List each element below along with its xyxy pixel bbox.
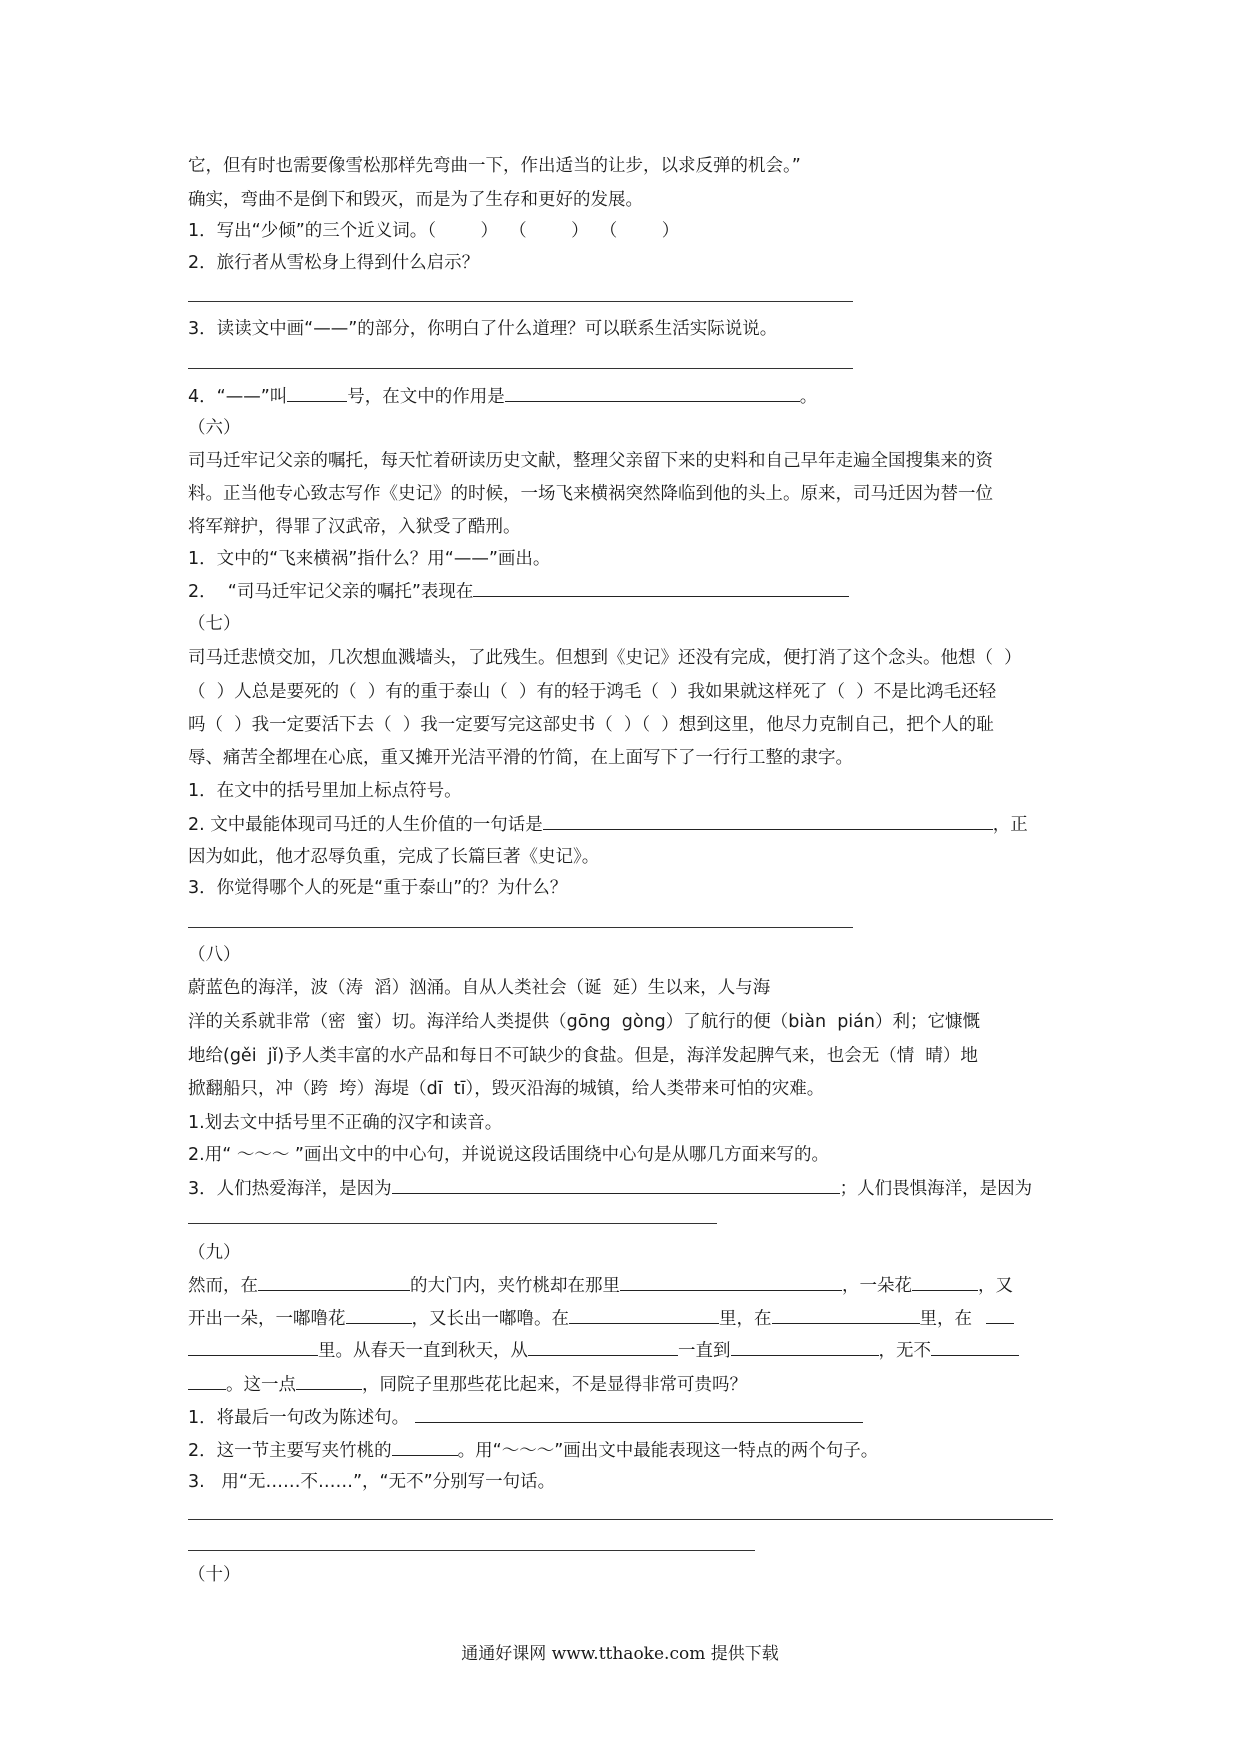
passage-line: [188, 1273, 1013, 1298]
section-10-heading: （十）: [188, 1565, 241, 1585]
text: 的大门内，夹竹桃却在那里: [410, 1276, 620, 1296]
blank: [188, 1338, 318, 1356]
blank: [569, 1306, 719, 1324]
question-2-end: 。用“～～～”画出文中最能表现这一特点的两个句子。: [457, 1441, 879, 1461]
passage-line: 因为如此，他才忍辱负重，完成了长篇巨著《史记》。: [188, 847, 600, 867]
question-3: 3．你觉得哪个人的死是“重于泰山”的？为什么？: [188, 878, 568, 898]
question-1-text: 1．将最后一句改为陈述句。: [188, 1408, 410, 1428]
passage-line: [188, 1372, 747, 1397]
text: 里，在: [719, 1309, 772, 1329]
passage-line: [188, 1338, 1019, 1363]
text: ，又长出一嘟噜。在: [411, 1309, 569, 1329]
question-1: 1.划去文中括号里不正确的汉字和读音。: [188, 1113, 503, 1133]
question-2-text: 2. 文中最能体现司马迁的人生价值的一句话是: [188, 815, 543, 835]
section-9-heading: （九）: [188, 1243, 241, 1263]
text: 一直到: [678, 1341, 731, 1361]
blank: [505, 384, 800, 402]
blank: [473, 579, 849, 597]
passage-line: 吗（ ）我一定要活下去（ ）我一定要写完这部史书（ ）（ ）想到这里，他尽力克制自己，把个人的耻: [188, 715, 994, 735]
blank: [543, 812, 993, 830]
question-3-middle: ；人们畏惧海洋，是因为: [839, 1179, 1033, 1199]
question-2: [188, 812, 1028, 837]
question-4-prefix: 4．“——”叫: [188, 387, 288, 407]
blank: [287, 384, 347, 402]
passage-line: 将军辩护，得罪了汉武帝，入狱受了酷刑。: [188, 517, 521, 537]
blank: [258, 1273, 410, 1291]
answer-line: [188, 927, 853, 928]
question-2-end: ，正: [992, 815, 1028, 835]
passage-line: 蔚蓝色的海洋，波（涛 滔）汹涌。自从人类社会（诞 延）生以来，人与海: [188, 978, 771, 998]
passage-line: 司马迁牢记父亲的嘱托，每天忙着研读历史文献，整理父亲留下来的史料和自己早年走遍全国搜集来的资: [188, 451, 993, 471]
blank: [620, 1273, 842, 1291]
question-3: 3. 用“无……不……”，“无不”分别写一句话。: [188, 1472, 556, 1492]
blank: [528, 1338, 678, 1356]
answer-line: [188, 1223, 717, 1224]
blank: [392, 1176, 840, 1194]
text: 里，在: [919, 1309, 972, 1329]
passage-line: 它，但有时也需要像雪松那样先弯曲一下，作出适当的让步，以求反弹的机会。”: [188, 156, 801, 176]
blank: [912, 1273, 978, 1291]
question-3-text: 3．人们热爱海洋，是因为: [188, 1179, 392, 1199]
question-2: [188, 1438, 878, 1463]
passage-line: 地给(gěi jǐ)予人类丰富的水产品和每日不可缺少的食盐。但是，海洋发起脾气来，也会无（情 晴）地: [188, 1046, 978, 1066]
passage-line: [188, 1306, 1014, 1331]
answer-line: [188, 301, 853, 302]
text: ，又: [978, 1276, 1013, 1296]
question-1: 1．写出“少倾”的三个近义词。（ ） （ ） （ ）: [188, 221, 680, 241]
blank: [931, 1338, 1019, 1356]
passage-line: （ ）人总是要死的（ ）有的重于泰山（ ）有的轻于鸿毛（ ）我如果就这样死了（ ）不是比鸿毛还轻: [188, 682, 997, 702]
question-2: 2.用“ ～～～ ”画出文中的中心句，并说说这段话围绕中心句是从哪几方面来写的。: [188, 1145, 829, 1165]
page-footer: 通通好课网 www.tthaoke.com 提供下载: [461, 1644, 779, 1664]
question-1: 1．文中的“飞来横祸”指什么？用“——”画出。: [188, 549, 551, 569]
text: 然而，在: [188, 1276, 258, 1296]
text: ，同院子里那些花比起来，不是显得非常可贵吗？: [362, 1375, 747, 1395]
text: 开出一朵，一嘟噜花: [188, 1309, 346, 1329]
blank: [772, 1306, 920, 1324]
answer-line: [188, 368, 853, 369]
blank: [731, 1338, 879, 1356]
section-8-heading: （八）: [188, 945, 241, 965]
passage-line: 洋的关系就非常（密 蜜）切。海洋给人类提供（gōng gòng）了航行的便（biàn pián）利；它慷慨: [188, 1012, 980, 1032]
blank: [986, 1306, 1014, 1324]
text: ，无不: [878, 1341, 931, 1361]
passage-line: 司马迁悲愤交加，几次想血溅墙头，了此残生。但想到《史记》还没有完成，便打消了这个念头。他想（ ）: [188, 648, 1022, 668]
passage-line: 辱、痛苦全都埋在心底，重又摊开光洁平滑的竹简，在上面写下了一行行工整的隶字。: [188, 748, 853, 768]
blank: [346, 1306, 412, 1324]
blank: [392, 1438, 458, 1456]
text: ，一朵花: [842, 1276, 912, 1296]
question-1: [188, 1405, 863, 1430]
question-2-text: 2．这一节主要写夹竹桃的: [188, 1441, 392, 1461]
question-2-text: 2． “司马迁牢记父亲的嘱托”表现在: [188, 582, 474, 602]
question-2: [188, 579, 849, 604]
question-3: [188, 1176, 1032, 1201]
passage-line: 掀翻船只，冲（跨 垮）海堤（dī tī），毁灭沿海的城镇，给人类带来可怕的灾难。: [188, 1079, 825, 1099]
question-4-end: 。: [799, 387, 818, 407]
section-7-heading: （七）: [188, 614, 241, 634]
blank: [296, 1372, 362, 1390]
text: 里。从春天一直到秋天，从: [318, 1341, 528, 1361]
passage-line: 料。正当他专心致志写作《史记》的时候，一场飞来横祸突然降临到他的头上。原来，司马迁因为替一位: [188, 484, 993, 504]
text: 。这一点: [226, 1375, 296, 1395]
blank: [188, 1372, 226, 1390]
question-1: 1．在文中的括号里加上标点符号。: [188, 781, 462, 801]
section-6-heading: （六）: [188, 418, 241, 438]
question-4-middle: 号，在文中的作用是: [347, 387, 505, 407]
question-3: 3．读读文中画“——”的部分，你明白了什么道理？可以联系生活实际说说。: [188, 319, 778, 339]
answer-line: [188, 1550, 755, 1551]
question-2: 2．旅行者从雪松身上得到什么启示？: [188, 253, 480, 273]
passage-line: 确实，弯曲不是倒下和毁灭，而是为了生存和更好的发展。: [188, 190, 643, 210]
question-4: [188, 384, 817, 409]
blank: [415, 1405, 863, 1423]
answer-line: [188, 1519, 1053, 1520]
